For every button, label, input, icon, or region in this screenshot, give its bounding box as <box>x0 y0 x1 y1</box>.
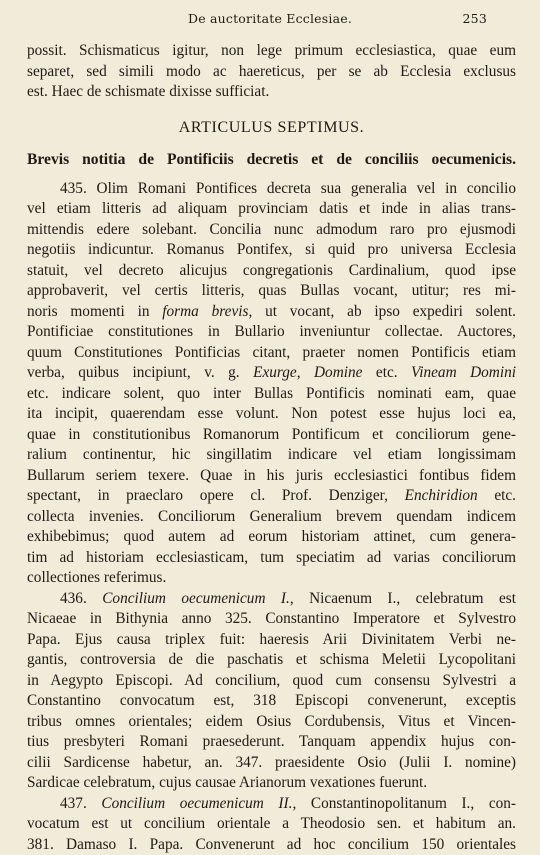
text-line: separet, sed simili modo ac haereticus, per se ab Ecclesia exclusus <box>27 62 516 83</box>
paragraph-435-line: approbaverit, vel certis litteris, quas Bullas vocant, utitur; res mi- <box>27 281 516 302</box>
paragraph-435-line: collectiones referimus. <box>27 568 516 589</box>
italic-term: Domine <box>314 364 362 381</box>
paragraph-435-line: exhibebimus; quod autem ad eorum historiam attinet, cum genera- <box>27 527 516 548</box>
paragraph-435-line: mittendis edere solebant. Concilia nunc admodum raro pro ejusmodi <box>27 220 516 241</box>
text-run: etc. <box>478 487 516 504</box>
paragraph-437-line <box>27 794 516 815</box>
italic-term: Concilium oecumenicum I. <box>102 590 290 607</box>
italic-term: Exurge <box>253 364 297 381</box>
paragraph-435-line: quum Constitutiones Pontificias citant, praeter nomen Pontificis etiam <box>27 343 516 364</box>
text-run: spectant, in praeclaro opere cl. Prof. Denziger, <box>27 487 405 504</box>
italic-term: Enchiridion <box>405 487 478 504</box>
italic-term: Vineam Domini <box>411 364 516 381</box>
text-line: est. Haec de schismate dixisse sufficiat. <box>27 82 516 103</box>
page-number: 253 <box>463 11 487 26</box>
paragraph-435-line: ita incipit, quaerendam esse volunt. Non potest esse hujus loci ea, <box>27 404 516 425</box>
paragraph-436-line: cilii Sardicense habetur, an. 347. praesidente Osio (Julii I. nomine) <box>27 753 516 774</box>
paragraph-435-line <box>27 486 516 507</box>
paragraph-436-line: gantis, controversia de die paschatis et schisma Meletii Lycopolitani <box>27 650 516 671</box>
paragraph-436-line: tius presbyteri Romani praesederunt. Tanquam appendix hujus con- <box>27 732 516 753</box>
paragraph-435-line: negotiis indicuntur. Romanus Pontifex, si quid pro universa Ecclesia <box>27 240 516 261</box>
text-run: 436. <box>60 590 102 607</box>
text-run: , Constantinopolitanum I., con- <box>292 795 516 812</box>
paragraph-435-line: tim ad historiam ecclesiasticam, tum speciatim ad varias conciliorum <box>27 548 516 569</box>
paragraph-435-line: Pontificiae constitutiones in Bullario inveniuntur collectae. Auctores, <box>27 322 516 343</box>
running-title: De auctoritate Ecclesiae. <box>0 11 540 26</box>
paragraph-436-line: in Aegypto Episcopi. Ad concilium, quod cum consensu Sylvestri a <box>27 671 516 692</box>
italic-term: forma brevis <box>162 303 248 320</box>
paragraph-437-line: 381. Damaso I. Papa. Convenerunt ad hoc concilium 150 orientales <box>27 835 516 855</box>
paragraph-436-line: Constantino convocatum est, 318 Episcopi convenerunt, exceptis <box>27 691 516 712</box>
text-run: , ut vocant, ab ipso expediri solent. <box>248 303 516 320</box>
italic-term: Concilium oecumenicum II. <box>101 795 292 812</box>
paragraph-436-line: Nicaeae in Bithynia anno 325. Constantino Imperatore et Sylvestro <box>27 609 516 630</box>
paragraph-435-line: Bullarum seriem texere. Quae in his juris ecclesiastici fontibus fidem <box>27 466 516 487</box>
text-line: possit. Schismaticus igitur, non lege primum ecclesiastica, quae eum <box>27 41 516 62</box>
paragraph-435-line: etc. indicare solent, quo inter Bullas Pontificis nominati eam, quae <box>27 384 516 405</box>
text-run: , Nicaenum I., celebratum est <box>290 590 516 607</box>
paragraph-436-line: Papa. Ejus causa triplex fuit: haeresis Arii Divinitatem Verbi ne- <box>27 630 516 651</box>
paragraph-436-line: Sardicae celebratum, cujus causae Arianorum vexationes fuerunt. <box>27 773 516 794</box>
paragraph-435-line: statuit, vel decreto alicujus congregationis Cardinalium, quod ipse <box>27 261 516 282</box>
text-run: , <box>297 364 314 381</box>
paragraph-435-line <box>27 363 516 384</box>
section-subtitle: Brevis notitia de Pontificiis decretis et de conciliis oecumenicis. <box>27 148 516 172</box>
body-text <box>27 41 516 855</box>
paragraph-436-line: tribus omnes orientales; eidem Osius Cordubensis, Vitus et Vincen- <box>27 712 516 733</box>
paragraph-435-line: quae in constitutionibus Romanorum Pontificum et conciliorum gene- <box>27 425 516 446</box>
paragraph-435-line: collecta invenies. Conciliorum Generalium brevem quendam indicem <box>27 507 516 528</box>
running-header <box>0 9 540 29</box>
text-run: 437. <box>60 795 101 812</box>
paragraph-437-line: vocatum est ut concilium orientale a Theodosio sen. et habitum an. <box>27 814 516 835</box>
text-run: verba, quibus incipiunt, v. g. <box>27 364 253 381</box>
paragraph-435-line: ralium continentur, hic singillatim indicare vel etiam longissimam <box>27 445 516 466</box>
text-run: noris momenti in <box>27 303 162 320</box>
text-run: etc. <box>362 364 411 381</box>
paragraph-435-line <box>27 302 516 323</box>
paragraph-436-line <box>27 589 516 610</box>
paragraph-435-line: vel etiam litteris ad aliquam provinciam datis et inde in alias trans- <box>27 199 516 220</box>
section-title: ARTICULUS SEPTIMUS. <box>27 116 516 140</box>
paragraph-435-line: 435. Olim Romani Pontifices decreta sua generalia vel in concilio <box>27 179 516 200</box>
